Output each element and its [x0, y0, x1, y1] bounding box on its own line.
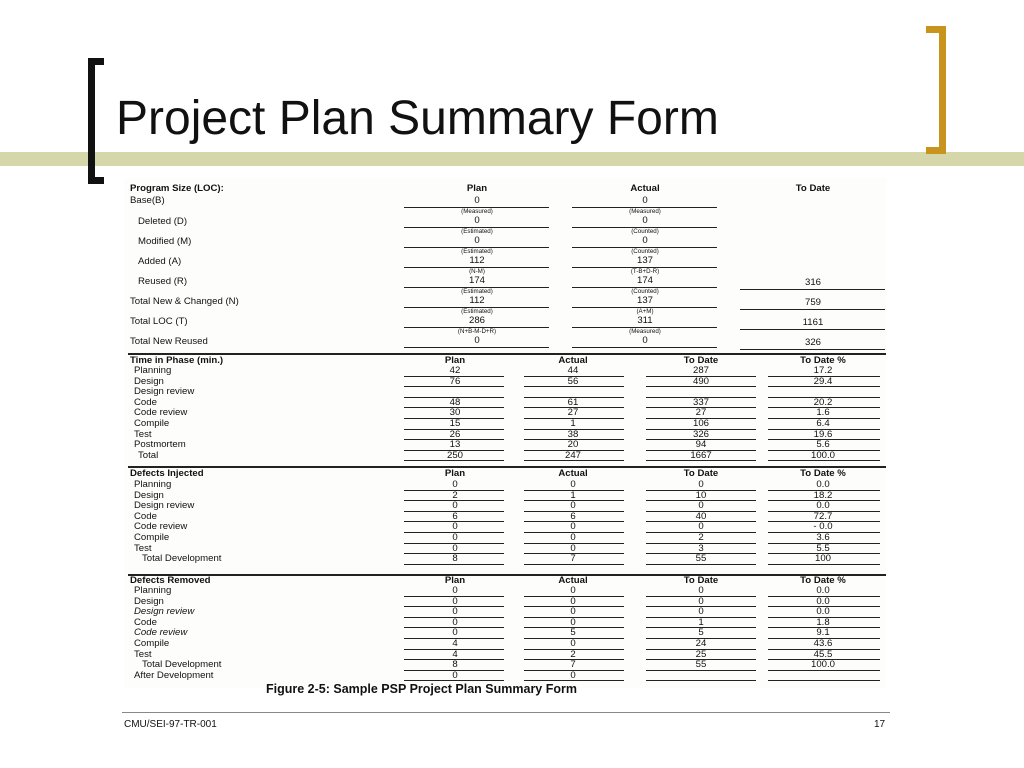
size-row-label: Base(B): [130, 195, 165, 206]
size-plan-value: 0: [474, 215, 480, 226]
time-todate-line: [646, 460, 756, 461]
removed-header-todate: To Date: [683, 575, 719, 586]
time-row-label: Total: [138, 449, 159, 461]
left-bracket-decoration: [88, 58, 104, 184]
removed-row-label: Code review: [134, 627, 188, 639]
removed-pct-value: 100.0: [810, 659, 836, 671]
removed-pct-value: 45.5: [813, 648, 833, 660]
injected-plan-line: [404, 564, 504, 565]
removed-actual-value: 5: [570, 627, 576, 639]
removed-pct-value: 0.0: [816, 585, 830, 596]
size-plan-note: (N-M): [469, 268, 485, 275]
injected-row-label: Test: [134, 542, 152, 554]
time-row-label: Test: [134, 428, 152, 440]
injected-actual-line: [524, 564, 624, 565]
time-header-actual: Actual: [558, 355, 588, 366]
time-plan-value: 250: [446, 449, 464, 461]
injected-header-plan: Plan: [444, 468, 466, 479]
size-todate-line: [740, 309, 885, 310]
removed-plan-value: 0: [452, 669, 458, 681]
injected-todate-value: 55: [695, 553, 707, 565]
removed-todate-line: [646, 680, 756, 681]
size-row-label: Added (A): [138, 256, 182, 267]
size-row-label: Modified (M): [138, 236, 192, 247]
time-plan-value: 13: [449, 439, 461, 451]
size-plan-line: [404, 347, 549, 348]
size-plan-value: 174: [468, 275, 486, 286]
removed-plan-value: 0: [452, 627, 458, 639]
injected-row-label: Code: [134, 510, 157, 522]
injected-actual-value: 0: [570, 521, 576, 533]
time-pct-value: 5.6: [816, 439, 830, 451]
removed-pct-value: 0.0: [816, 595, 830, 607]
size-plan-note: (Estimated): [461, 248, 493, 255]
removed-row-label: Design review: [134, 606, 195, 618]
size-plan-note: (Estimated): [461, 308, 493, 315]
injected-plan-value: 0: [452, 479, 458, 490]
time-plan-value: 48: [449, 396, 461, 408]
injected-plan-value: 2: [452, 489, 458, 501]
time-header-plan: Plan: [444, 355, 466, 366]
size-actual-note: (Measured): [629, 208, 661, 215]
size-row-label: Total New Reused: [130, 336, 208, 347]
size-todate-value: 316: [804, 277, 822, 288]
removed-plan-value: 0: [452, 606, 458, 618]
time-todate-value: 1667: [690, 449, 712, 461]
removed-plan-value: 4: [452, 638, 458, 649]
removed-pct-value: 0.0: [816, 606, 830, 618]
removed-row-label: After Development: [134, 669, 214, 681]
injected-row-label: Design: [134, 489, 164, 501]
size-plan-note: (Estimated): [461, 228, 493, 235]
size-row-label: Reused (R): [138, 276, 188, 287]
injected-plan-value: 0: [452, 500, 458, 512]
time-todate-value: 94: [695, 439, 707, 451]
section-divider: [128, 574, 886, 576]
size-plan-value: 0: [474, 195, 480, 206]
time-pct-value: 19.6: [813, 428, 833, 440]
size-actual-value: 0: [642, 235, 648, 246]
time-actual-value: 44: [567, 365, 579, 376]
time-pct-value: 17.2: [813, 365, 833, 376]
injected-header-actual: Actual: [558, 468, 588, 479]
removed-actual-value: 7: [570, 659, 576, 671]
removed-row-label: Test: [134, 648, 152, 660]
time-actual-line: [524, 460, 624, 461]
size-actual-value: 137: [636, 255, 654, 266]
injected-todate-value: 0: [698, 500, 704, 512]
size-plan-value: 112: [469, 295, 485, 306]
time-actual-value: 38: [567, 428, 579, 440]
injected-actual-value: 1: [570, 489, 576, 501]
injected-todate-value: 0: [698, 479, 704, 490]
injected-pct-value: 3.6: [816, 532, 830, 543]
time-plan-value: 42: [449, 365, 461, 376]
injected-header-pct: To Date %: [800, 468, 846, 479]
removed-header-plan: Plan: [444, 575, 466, 586]
removed-actual-value: 0: [570, 616, 576, 628]
removed-row-label: Total Development: [142, 659, 222, 671]
size-row-label: Total LOC (T): [130, 316, 188, 327]
size-todate-line: [740, 329, 885, 330]
time-row-label: Design: [134, 375, 164, 387]
size-todate-value: 326: [804, 337, 822, 348]
section-divider: [128, 353, 886, 355]
injected-todate-value: 0: [698, 521, 704, 533]
removed-plan-value: 0: [452, 595, 458, 607]
size-actual-note: (T-B+D-R): [630, 268, 660, 275]
size-actual-note: (A+M): [636, 308, 654, 315]
injected-actual-value: 0: [570, 542, 576, 554]
size-todate-line: [740, 289, 885, 290]
time-row-label: Planning: [134, 365, 172, 376]
injected-plan-value: 8: [452, 553, 458, 565]
title-accent-bar: [0, 152, 1024, 166]
time-plan-value: 26: [449, 428, 461, 440]
removed-todate-value: 5: [698, 627, 704, 639]
injected-pct-line: [768, 564, 880, 565]
removed-row-label: Compile: [134, 638, 170, 649]
size-header-actual: Actual: [630, 183, 660, 194]
size-actual-note: (Counted): [631, 228, 659, 235]
injected-pct-value: 5.5: [816, 542, 830, 554]
removed-actual-value: 0: [570, 585, 576, 596]
removed-actual-value: 2: [570, 648, 576, 660]
size-row-label: Deleted (D): [138, 216, 188, 227]
size-actual-value: 137: [636, 295, 654, 306]
time-pct-value: 100.0: [810, 449, 836, 461]
removed-plan-value: 8: [452, 659, 458, 671]
injected-row-label: Compile: [134, 532, 170, 543]
injected-header-label: Defects Injected: [130, 468, 204, 479]
section-divider: [128, 466, 886, 468]
removed-todate-value: 0: [698, 585, 704, 596]
size-header-todate: To Date: [795, 183, 831, 194]
size-plan-value: 286: [468, 315, 486, 326]
injected-todate-value: 2: [698, 532, 704, 543]
time-row-label: Postmortem: [134, 439, 186, 451]
removed-pct-line: [768, 680, 880, 681]
time-todate-value: 106: [692, 418, 710, 429]
time-header-todate: To Date: [683, 355, 719, 366]
time-todate-value: 326: [692, 428, 710, 440]
time-pct-value: 6.4: [816, 418, 830, 429]
size-actual-value: 0: [642, 215, 648, 226]
injected-header-todate: To Date: [683, 468, 719, 479]
injected-todate-value: 40: [695, 510, 707, 522]
time-plan-value: 76: [449, 375, 461, 387]
removed-header-pct: To Date %: [800, 575, 846, 586]
injected-actual-value: 0: [570, 479, 576, 490]
removed-pct-value: 9.1: [816, 627, 830, 639]
removed-row-label: Planning: [134, 585, 172, 596]
time-header-label: Time in Phase (min.): [130, 355, 224, 366]
time-pct-value: 29.4: [813, 375, 833, 387]
time-plan-value: 15: [449, 418, 461, 429]
removed-pct-line: [768, 670, 880, 671]
size-row-label: Total New & Changed (N): [130, 296, 239, 307]
removed-todate-line: [646, 670, 756, 671]
size-todate-value: 759: [804, 297, 822, 308]
removed-header-label: Defects Removed: [130, 575, 211, 586]
size-plan-note: (N+B-M-D+R): [457, 328, 497, 335]
size-plan-note: (Estimated): [461, 288, 493, 295]
removed-row-label: Code: [134, 616, 157, 628]
footer-divider: [122, 712, 890, 713]
size-actual-note: (Measured): [629, 328, 661, 335]
injected-plan-value: 0: [452, 532, 458, 543]
removed-header-actual: Actual: [558, 575, 588, 586]
removed-actual-value: 0: [570, 595, 576, 607]
removed-pct-value: 1.8: [816, 616, 830, 628]
injected-todate-value: 10: [695, 489, 707, 501]
time-row-label: Code review: [134, 407, 188, 419]
removed-plan-value: 4: [452, 648, 458, 660]
size-actual-note: (Counted): [631, 288, 659, 295]
size-actual-value: 0: [642, 335, 648, 346]
time-actual-value: 56: [567, 375, 579, 387]
removed-actual-value: 0: [570, 669, 576, 681]
time-pct-line: [768, 386, 880, 387]
injected-pct-value: 100: [814, 553, 832, 565]
footer-report-id: CMU/SEI-97-TR-001: [124, 719, 217, 730]
size-header-label: Program Size (LOC):: [130, 183, 224, 194]
removed-plan-value: 0: [452, 585, 458, 596]
removed-todate-value: 0: [698, 595, 704, 607]
injected-plan-value: 6: [452, 510, 458, 522]
injected-actual-value: 6: [570, 510, 576, 522]
size-todate-line: [740, 349, 885, 350]
time-actual-value: 1: [570, 418, 576, 429]
removed-todate-value: 25: [695, 648, 707, 660]
time-actual-line: [524, 386, 624, 387]
plan-summary-form: [124, 178, 886, 688]
time-actual-value: 27: [567, 407, 579, 419]
removed-todate-value: 0: [698, 606, 704, 618]
injected-row-label: Design review: [134, 500, 195, 512]
page-number: 17: [874, 719, 886, 730]
removed-row-label: Design: [134, 595, 164, 607]
removed-actual-value: 0: [570, 606, 576, 618]
injected-row-label: Code review: [134, 521, 188, 533]
time-pct-value: 20.2: [813, 396, 833, 408]
injected-pct-value: 18.2: [813, 489, 833, 501]
time-header-pct: To Date %: [800, 355, 846, 366]
size-header-plan: Plan: [466, 183, 488, 194]
time-plan-value: 30: [449, 407, 461, 419]
time-todate-value: 490: [692, 375, 710, 387]
size-actual-value: 174: [636, 275, 654, 286]
size-todate-value: 1161: [802, 317, 824, 328]
injected-row-label: Planning: [134, 479, 172, 490]
time-row-label: Compile: [134, 418, 170, 429]
time-todate-value: 27: [695, 407, 707, 419]
size-actual-value: 311: [637, 315, 653, 326]
time-todate-value: 287: [692, 365, 710, 376]
time-row-label: Code: [134, 396, 157, 408]
removed-todate-value: 55: [695, 659, 707, 671]
size-actual-line: [572, 347, 717, 348]
time-actual-value: 20: [567, 439, 579, 451]
time-pct-value: 1.6: [816, 407, 830, 419]
size-plan-value: 0: [474, 335, 480, 346]
size-plan-note: (Measured): [461, 208, 493, 215]
size-actual-note: (Counted): [631, 248, 659, 255]
time-actual-value: 247: [564, 449, 582, 461]
injected-row-label: Total Development: [142, 553, 222, 565]
time-pct-line: [768, 460, 880, 461]
injected-todate-value: 3: [698, 542, 704, 554]
time-todate-value: 337: [692, 396, 710, 408]
injected-pct-value: 0.0: [816, 500, 830, 512]
injected-pct-value: 0.0: [816, 479, 830, 490]
injected-actual-value: 0: [570, 500, 576, 512]
injected-plan-value: 0: [452, 521, 458, 533]
figure-caption: Figure 2-5: Sample PSP Project Plan Summary Form: [266, 682, 577, 696]
injected-todate-line: [646, 564, 756, 565]
time-row-label: Design review: [134, 386, 195, 398]
time-actual-value: 61: [567, 396, 579, 408]
removed-plan-value: 0: [452, 616, 458, 628]
injected-plan-value: 0: [452, 542, 458, 554]
right-bracket-decoration: [926, 26, 946, 154]
injected-pct-value: - 0.0: [813, 521, 833, 533]
time-todate-line: [646, 386, 756, 387]
injected-pct-value: 72.7: [813, 510, 833, 522]
injected-actual-value: 0: [570, 532, 576, 543]
size-actual-value: 0: [642, 195, 648, 206]
removed-pct-value: 43.6: [813, 638, 833, 649]
size-plan-value: 0: [474, 235, 480, 246]
removed-actual-value: 0: [570, 638, 576, 649]
time-plan-line: [404, 460, 504, 461]
time-plan-line: [404, 386, 504, 387]
size-plan-value: 112: [469, 255, 485, 266]
removed-todate-value: 24: [695, 638, 707, 649]
removed-todate-value: 1: [698, 616, 704, 628]
slide-title: Project Plan Summary Form: [116, 92, 719, 145]
injected-actual-value: 7: [570, 553, 576, 565]
